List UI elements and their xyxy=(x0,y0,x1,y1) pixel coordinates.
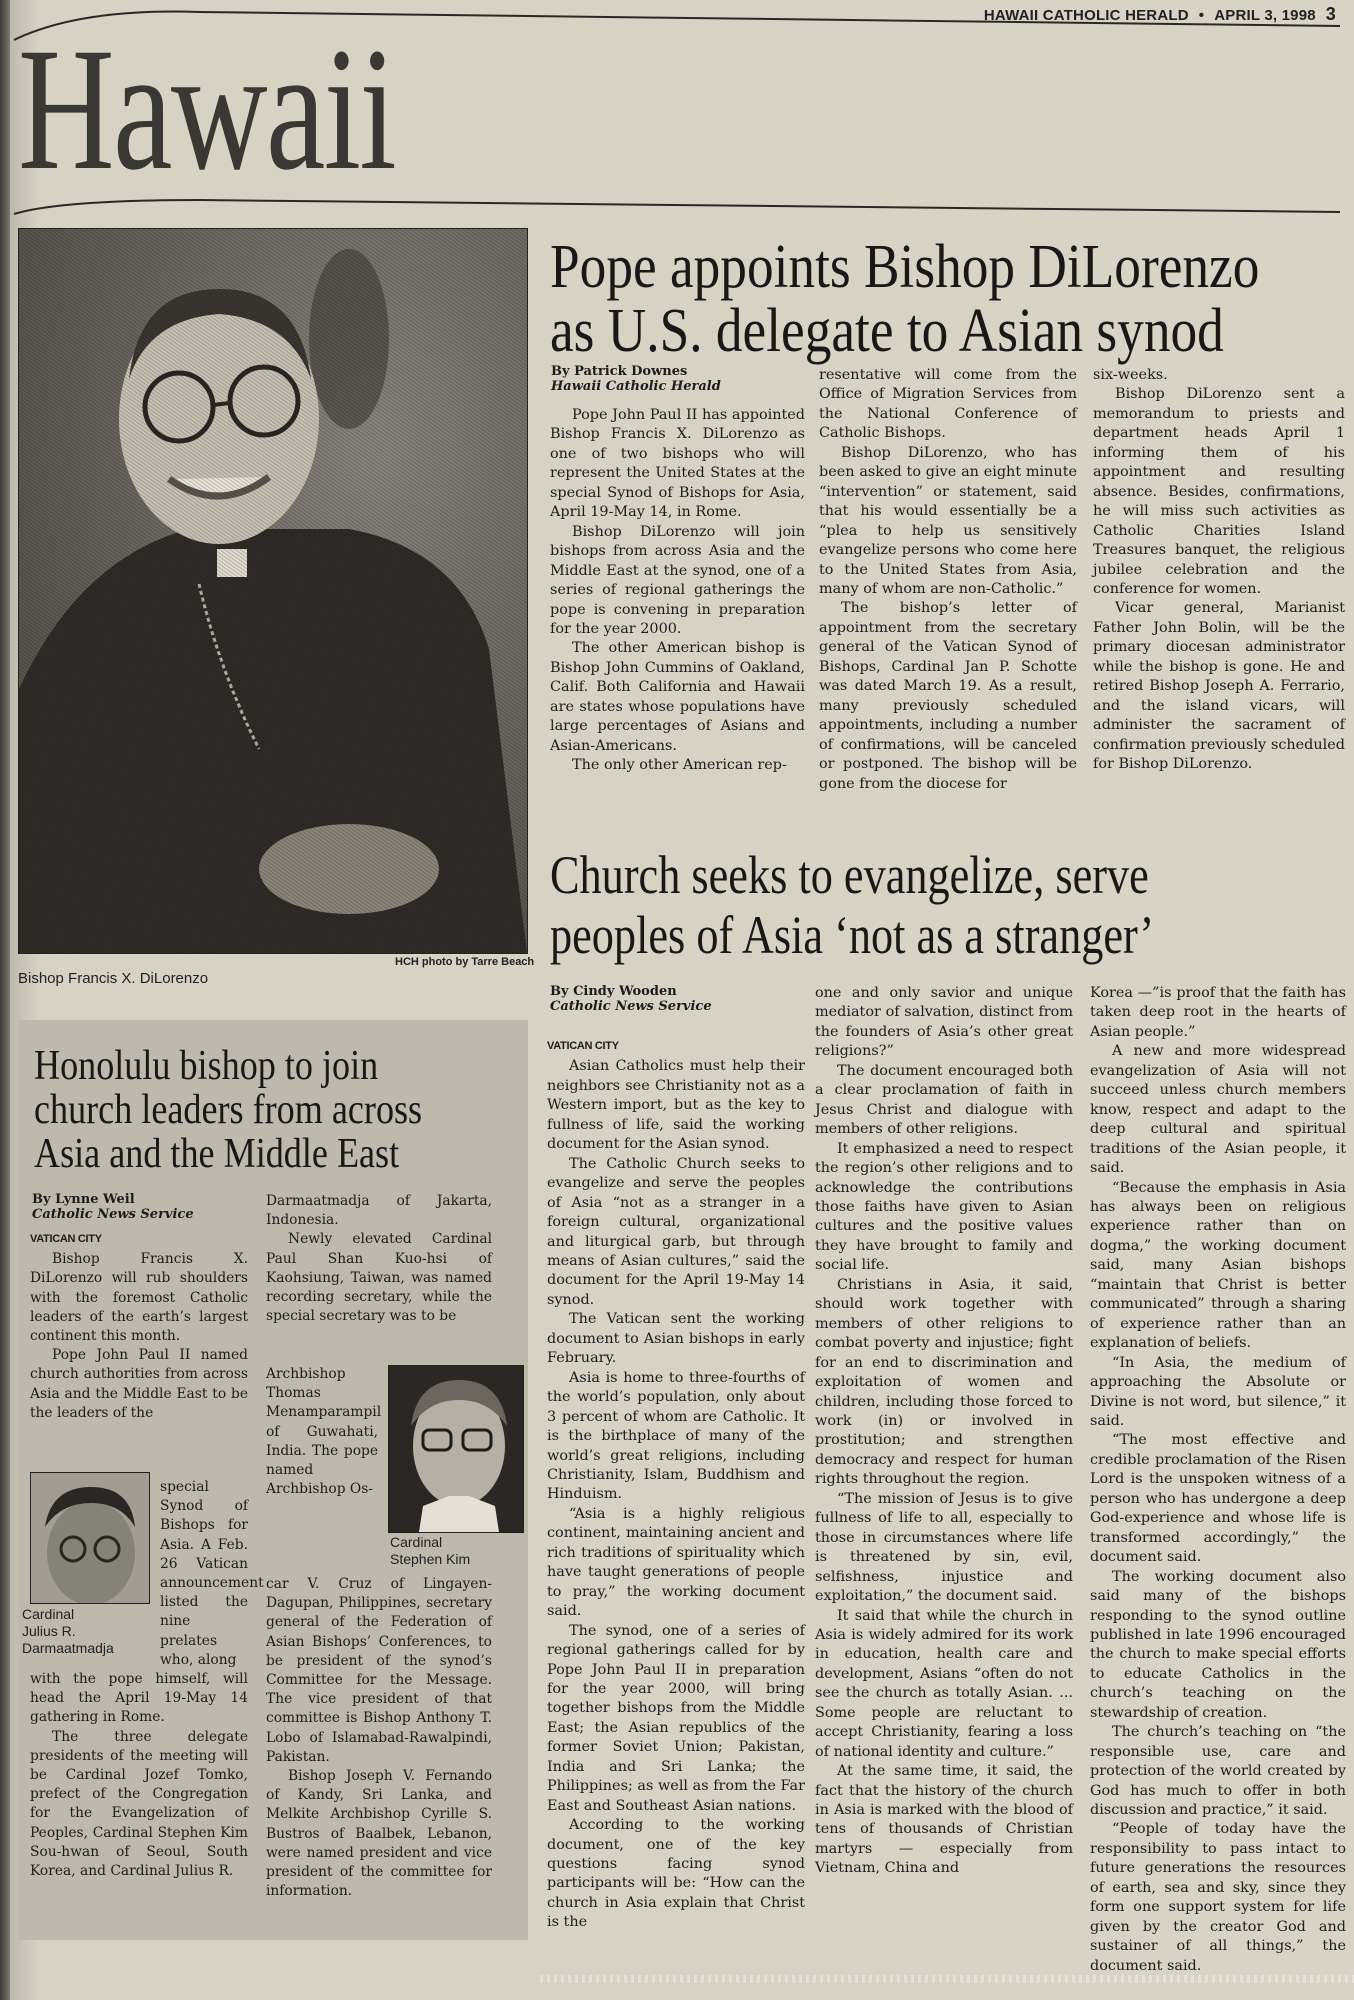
paragraph: The only other American rep- xyxy=(572,757,787,774)
inset-caption-stephen-kim xyxy=(390,1534,470,1568)
paragraph: Darmaatmadja of Jakarta, Indonesia. xyxy=(266,1193,492,1229)
paragraph: According to the working document, one of the key questions facing synod participants will be: “How can the church in Asia explain that Christ is the xyxy=(547,1817,805,1931)
paragraph: car V. Cruz of Lingayen-Dagupan, Philippines, secretary general of the Federation of Asian Bishops’ Conferences, to be president of the synod’s Committee for the Message. The vice president of that committee is Bishop Anthony T. Lobo of Islamabad-Rawalpindi, Pakistan. xyxy=(266,1576,492,1765)
article-honolulu-column-1-bottom xyxy=(30,1670,248,1881)
paragraph: Archbishop Thomas Menamparampil of Guwahati, India. The pope named Archbishop Os- xyxy=(266,1366,382,1498)
dateline: VATICAN CITY xyxy=(30,1233,102,1245)
paragraph: It said that while the church in Asia is widely admired for its work in education, health care and development, Asians “often do not see the church as totally Asian. ... Some people are reluctant to accept Christianity, fearing a loss of national identity and culture.” xyxy=(815,1607,1073,1760)
caption-line: Julius R. xyxy=(22,1623,76,1639)
photo-caption: Bishop Francis X. DiLorenzo xyxy=(18,970,209,987)
page-bottom-perforation xyxy=(540,1975,1354,1983)
article-church-column-2 xyxy=(815,984,1073,1879)
author-name: By Patrick Downes xyxy=(551,364,688,379)
author-name: By Cindy Wooden xyxy=(550,984,677,999)
paragraph: Bishop DiLorenzo will join bishops from across Asia and the Middle East at the synod, one of a series of regional gatherings the pope is convening in preparation for the year 2000. xyxy=(550,523,805,637)
paragraph: The other American bishop is Bishop John Cummins of Oakland, Calif. Both California and Hawaii are states whose populations have large percentages of Asians and Asian-Americans. xyxy=(550,640,805,754)
paragraph: Asia is home to three-fourths of the world’s population, only about 3 percent of whom are Catholic. It is the birthplace of many of the world’s great religions, including Christianity, Islam, Buddhism and Hinduism. xyxy=(547,1369,805,1503)
paragraph: Bishop Francis X. DiLorenzo will rub shoulders with the foremost Catholic leaders of the earth’s largest continent this month. xyxy=(30,1251,248,1345)
paragraph: resentative will come from the Office of Migration Services from the National Conference of Catholic Bishops. xyxy=(819,367,1077,442)
caption-line: Cardinal xyxy=(22,1606,75,1622)
headline-honolulu-line1: Honolulu bishop to join xyxy=(34,1043,379,1089)
author-organization: Catholic News Service xyxy=(550,999,712,1014)
paragraph: with the pope himself, will head the April 19-May 14 gathering in Rome. xyxy=(30,1671,248,1726)
byline-lynne-weil xyxy=(32,1192,194,1222)
paragraph: Christians in Asia, it said, should work together with members of other religions to combat poverty and injustice; fight for an end to discrimination and exploitation of women and children, including those forced to work (in) or involved in prostitution; and strengthen democracy and respect for human rights throughout the region. xyxy=(815,1276,1073,1488)
inset-caption-darmaatmadja xyxy=(22,1606,114,1657)
paragraph: Asian Catholics must help their neighbors see Christianity not as a Western import, but as the key to fullness of life, said the working document for the Asian synod. xyxy=(547,1058,805,1153)
paragraph: The working document also said many of the bishops responding to the synod outline published in late 1996 encouraged the church to make special efforts to educate Catholics in the church’s teaching on the stewardship of creation. xyxy=(1090,1568,1346,1721)
headline-church-seeks-line1: Church seeks to evangelize, serve xyxy=(550,845,1149,905)
paragraph: The Vatican sent the working document to Asian bishops in early February. xyxy=(547,1311,805,1367)
article-pope-column-1 xyxy=(550,406,805,776)
paragraph: The church’s teaching on “the responsible use, care and protection of the world created by God has much to offer in both discussion and practice,” it said. xyxy=(1090,1724,1346,1819)
paragraph: Vicar general, Marianist Father John Bolin, will be the primary diocesan administrator while the bishop is gone. He and retired Bishop Joseph A. Ferrario, and the island vicars, will administer the sacrament of confirmation previously scheduled for Bishop DiLorenzo. xyxy=(1093,600,1345,773)
issue-date: APRIL 3, 1998 xyxy=(1214,7,1316,24)
paragraph: Bishop DiLorenzo sent a memorandum to priests and department heads April 1 informing them of his appointment and resulting absence. Besides, confirmations, he will miss such activities as Catholic Charities Island Treasures banquet, the religious jubilee celebration and the conference for women. xyxy=(1093,386,1345,597)
paragraph: The three delegate presidents of the meeting will be Cardinal Jozef Tomko, prefect of the Congregation for the Evangelization of Peoples, Cardinal Stephen Kim Sou-hwan of Seoul, South Korea, and Cardinal Julius R. xyxy=(30,1728,248,1880)
paragraph: one and only savior and unique mediator of salvation, distinct from the founders of Asia’s other great religions?” xyxy=(815,985,1073,1060)
paragraph: The bishop’s letter of appointment from the secretary general of the Vatican Synod of Bishops, Cardinal Jan P. Schotte was dated March 19. As a result, many previously scheduled appointments, including a number of confirmations, will be canceled or postponed. The bishop will be gone from the diocese for xyxy=(819,600,1077,792)
byline-patrick-downes xyxy=(551,364,721,394)
paragraph: “The most effective and credible proclamation of the Risen Lord is the unspoken witness of a person who has undergone a deep God-experience and whose life is transformed accordingly,” the document said. xyxy=(1090,1432,1346,1566)
paragraph: “The mission of Jesus is to give fullness of life to all, especially to those in circumstances where life is threatened by sin, evil, selfishness, injustice and exploitation,” the document said. xyxy=(815,1490,1073,1605)
paragraph: “Because the emphasis in Asia has always been on religious experience rather than on dogma,” the working document said, many Asian bishops “maintain that Christ is better communicated” through a sharing of experience rather than an explanation of beliefs. xyxy=(1090,1179,1346,1352)
headline-honolulu-line2: church leaders from across xyxy=(34,1087,423,1133)
caption-line: Cardinal xyxy=(390,1534,443,1550)
byline-cindy-wooden xyxy=(550,984,712,1014)
paragraph: Pope John Paul II has appointed Bishop Francis X. DiLorenzo as one of two bishops who will represent the United States at the special Synod of Bishops for Asia, April 19-May 14, in Rome. xyxy=(550,407,805,521)
author-organization: Hawaii Catholic Herald xyxy=(551,379,721,394)
sidebar-honolulu-bishop xyxy=(18,1020,528,1940)
paragraph: Newly elevated Cardinal Paul Shan Kuo-hsi of Kaohsiung, Taiwan, was named recording secretary, while the special secretary was to be xyxy=(266,1231,492,1325)
page-number: 3 xyxy=(1325,4,1336,24)
inset-photo-cardinal-darmaatmadja xyxy=(30,1472,150,1604)
paragraph: The Catholic Church seeks to evangelize and serve the peoples of Asia “not as a stranger in a foreign cultural, organizational and liturgical garb, but through means of Asian cultures,” said the document for the April 19-May 14 synod. xyxy=(547,1155,805,1308)
article-honolulu-column-1-beside-photo xyxy=(160,1478,264,1670)
page-binding-edge xyxy=(0,0,10,2000)
paragraph: Bishop Joseph V. Fernando of Kandy, Sri Lanka, and Melkite Archbishop Cyrille S. Bustros of Baalbek, Lebanon, were named president and vice president of the committee for information. xyxy=(266,1768,492,1900)
paragraph: “In Asia, the medium of approaching the Absolute or Divine is not word, but silence,” it said. xyxy=(1090,1354,1346,1429)
article-honolulu-column-2-bottom xyxy=(266,1575,492,1901)
article-pope-column-3 xyxy=(1093,366,1345,775)
section-title: Hawaii xyxy=(18,12,396,207)
article-church-column-1 xyxy=(547,1037,805,1933)
paragraph: At the same time, it said, the fact that the history of the church in Asia is marked with the blood of tens of thousands of Christian martyrs — especially from Vietnam, China and xyxy=(815,1763,1073,1877)
article-honolulu-column-1-top xyxy=(30,1230,248,1423)
running-head-separator: • xyxy=(1198,7,1205,24)
article-honolulu-column-2-beside-photo xyxy=(266,1365,382,1499)
paragraph: special Synod of Bishops for Asia. A Feb. 26 Vatican announcement listed the nine prelates who, along xyxy=(160,1479,264,1668)
paragraph: It emphasized a need to respect the region’s other religions and to acknowledge the contributions those faiths have given to Asian cultures and the positive values they have brought to family and social life. xyxy=(815,1140,1073,1274)
author-organization: Catholic News Service xyxy=(32,1207,194,1222)
paragraph: “People of today have the responsibility to pass intact to future generations the resources of earth, sea and sky, since they form one support system for life given by the creator God and sustainer of all things,” the document said. xyxy=(1090,1821,1346,1974)
paragraph: The document encouraged both a clear proclamation of faith in Jesus Christ and dialogue with members of other religions. xyxy=(815,1062,1073,1138)
article-pope-column-2 xyxy=(819,366,1077,794)
paragraph: The synod, one of a series of regional gatherings called for by Pope John Paul II in preparation for the year 2000, will bring together bishops from the Middle East; the Asian republics of the former Soviet Union; Pakistan, India and Sri Lanka; the Philippines; as well as from the Far East and Southeast Asian nations. xyxy=(547,1622,805,1814)
headline-honolulu-line3: Asia and the Middle East xyxy=(34,1131,400,1177)
paragraph: Bishop DiLorenzo, who has been asked to give an eight minute “intervention” or statement, said that his would essentially be a “plea to help us sensitively evangelize persons who come here to the United States from Asia, many of whom are non-Catholic.” xyxy=(819,444,1077,597)
headline-church-seeks-line2: peoples of Asia ‘not as a stranger’ xyxy=(550,905,1155,965)
paragraph: “Asia is a highly religious continent, maintaining ancient and rich traditions of spirituality which have taught generations of people to pray,” the working document said. xyxy=(547,1505,805,1620)
paragraph: Korea —”is proof that the faith has taken deep root in the hearts of Asian people.” xyxy=(1090,985,1346,1040)
author-name: By Lynne Weil xyxy=(32,1192,135,1207)
headline-pope-appoints-line2: as U.S. delegate to Asian synod xyxy=(550,297,1224,365)
headline-pope-appoints-line1: Pope appoints Bishop DiLorenzo xyxy=(550,233,1260,301)
article-honolulu-column-2-top xyxy=(266,1192,492,1326)
paragraph: Pope John Paul II named church authorities from across Asia and the Middle East to be the leaders of the xyxy=(30,1347,248,1421)
dateline: VATICAN CITY xyxy=(547,1040,619,1052)
paragraph: six-weeks. xyxy=(1093,367,1168,383)
photo-credit: HCH photo by Tarre Beach xyxy=(395,956,535,968)
publication-name: HAWAII CATHOLIC HERALD xyxy=(983,7,1189,24)
caption-line: Stephen Kim xyxy=(390,1551,471,1567)
paragraph: A new and more widespread evangelization of Asia will not succeed unless church members know, respect and adapt to the deep cultural and spiritual traditions of the Asian people, it said. xyxy=(1090,1043,1346,1177)
caption-line: Darmaatmadja xyxy=(22,1640,114,1656)
inset-photo-cardinal-stephen-kim xyxy=(388,1365,524,1533)
main-photo-bishop-dilorenzo xyxy=(18,228,528,954)
article-church-column-3 xyxy=(1090,984,1346,1976)
